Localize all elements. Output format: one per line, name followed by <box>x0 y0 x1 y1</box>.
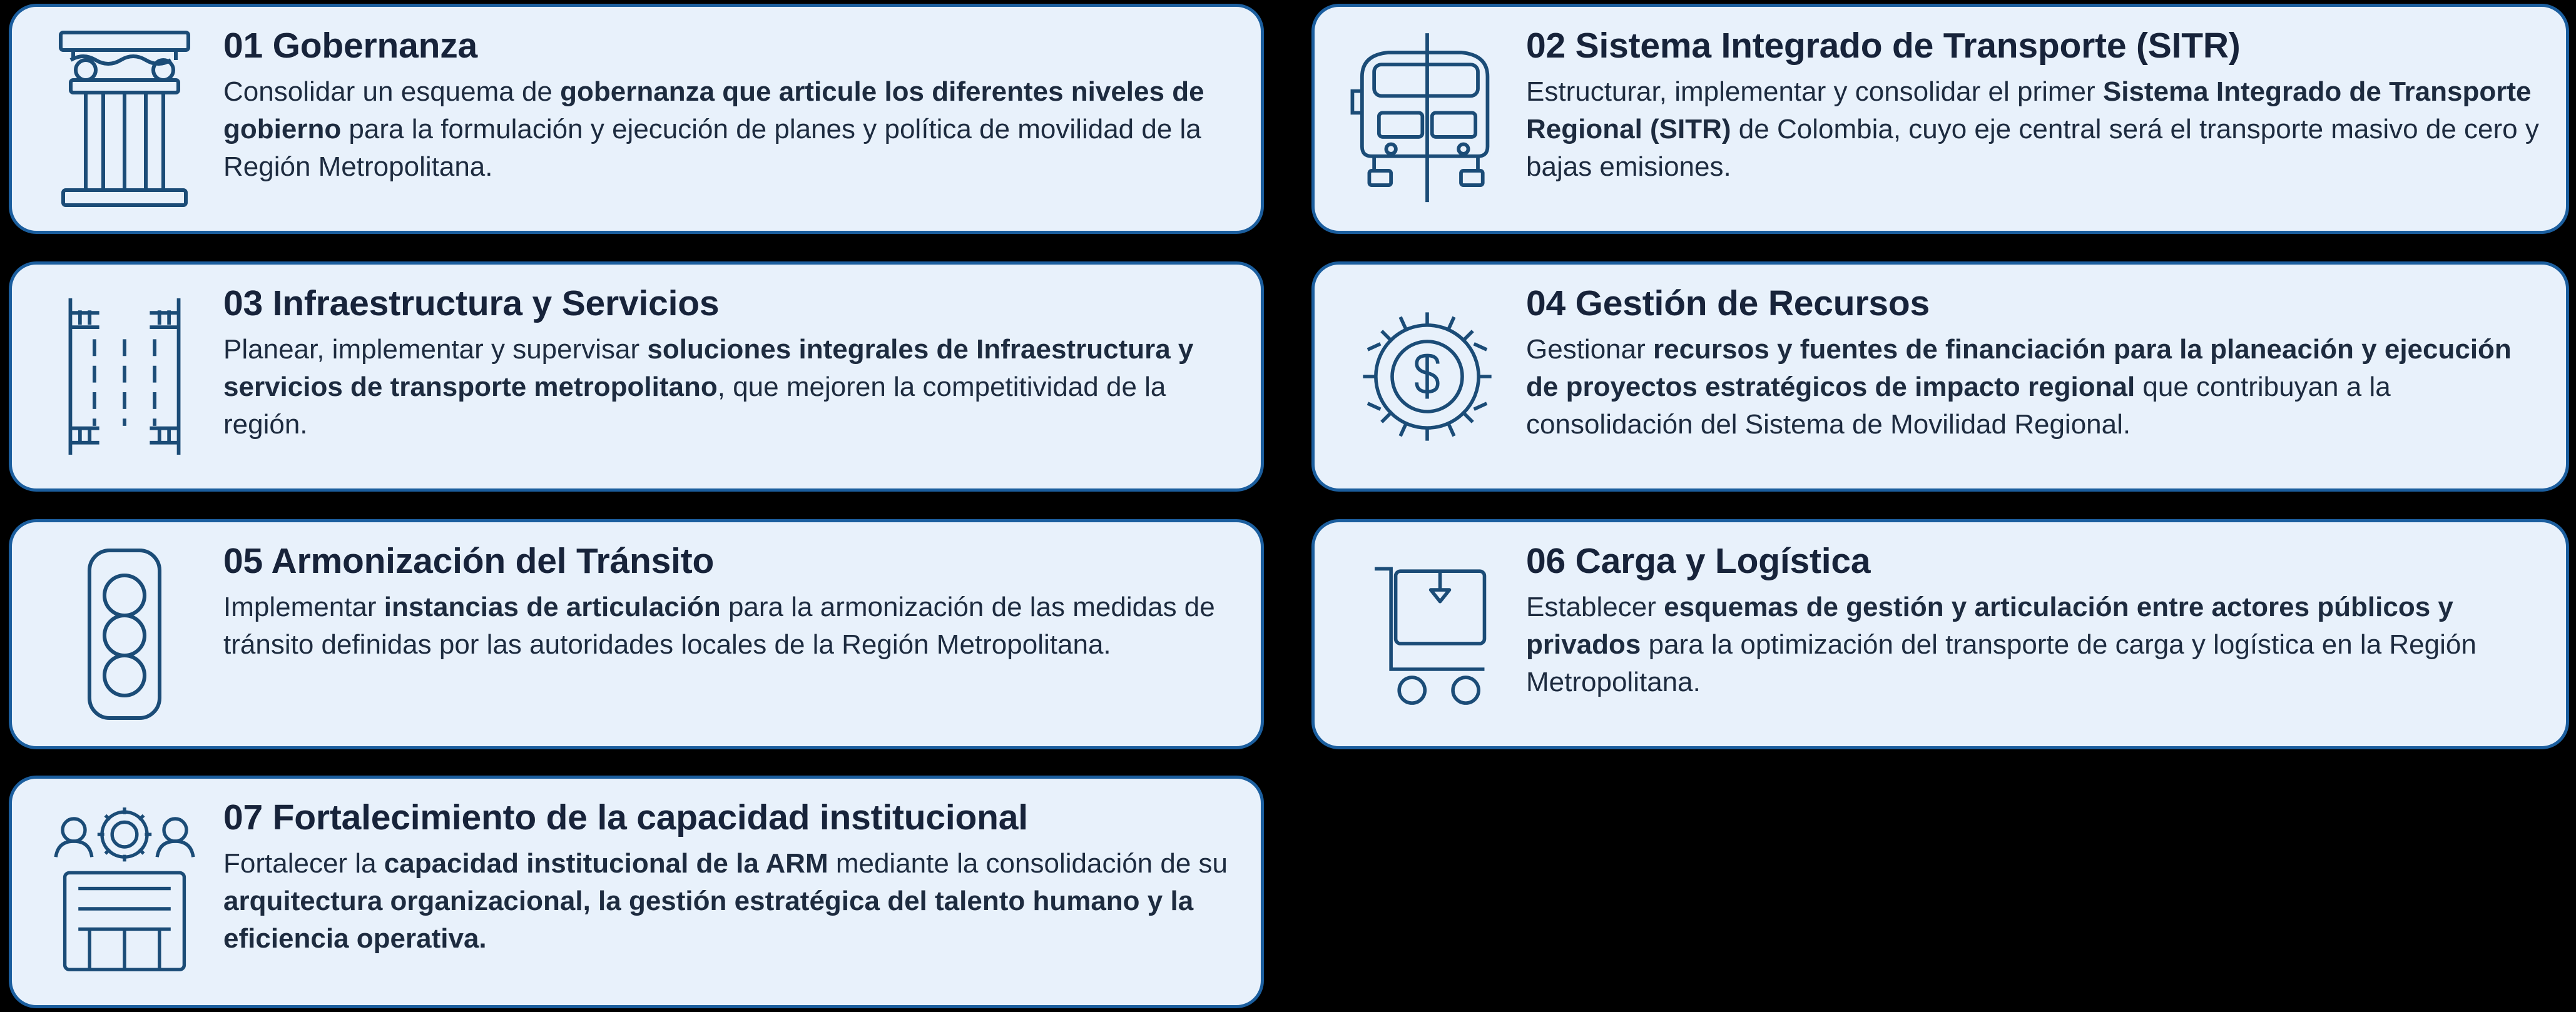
card-04-gestion-de-recursos[interactable] <box>1311 261 2569 492</box>
card-body <box>1521 281 2541 443</box>
card-title: 06 Carga y Logística <box>1526 541 1871 581</box>
card-body <box>1521 539 2541 701</box>
card-title: 02 Sistema Integrado de Transporte (SITR) <box>1526 26 2241 66</box>
card-05-armonizacion-del-transito[interactable] <box>9 519 1264 749</box>
bus-icon <box>1333 23 1521 215</box>
people-gear-building-icon <box>31 795 218 989</box>
card-title: 04 Gestión de Recursos <box>1526 283 1930 323</box>
card-description: Establecer esquemas de gestión y articulación entre actores públicos y privados para la optimización del transporte de carga y logística en la Región Metropolitana. <box>1526 592 2477 698</box>
card-title: 07 Fortalecimiento de la capacidad institucional <box>223 797 1028 837</box>
card-06-carga-y-logistica[interactable] <box>1311 519 2569 749</box>
card-title: 01 Gobernanza <box>223 26 478 66</box>
card-description: Fortalecer la capacidad institucional de la ARM mediante la consolidación de su arquitectura organizacional, la gestión estratégica del talento humano y la eficiencia operativa. <box>223 848 1228 954</box>
gear-dollar-icon <box>1333 281 1521 472</box>
card-body <box>218 281 1236 443</box>
card-title: 05 Armonización del Tránsito <box>223 541 715 581</box>
card-description: Implementar instancias de articulación para la armonización de las medidas de tránsito definidas por las autoridades locales de la Región Metropolitana. <box>223 592 1215 660</box>
card-body <box>1521 23 2541 186</box>
card-03-infraestructura-y-servicios[interactable] <box>9 261 1264 492</box>
traffic-light-icon <box>31 539 218 730</box>
card-description: Estructurar, implementar y consolidar el primer Sistema Integrado de Transporte Regional (SITR) de Colombia, cuyo eje central será el transporte masivo de cero y bajas emisiones. <box>1526 76 2539 183</box>
card-02-sistema-integrado-de-transporte[interactable] <box>1311 4 2569 234</box>
card-title: 03 Infraestructura y Servicios <box>223 283 720 323</box>
road-lanes-icon <box>31 281 218 472</box>
card-description: Gestionar recursos y fuentes de financiación para la planeación y ejecución de proyectos estratégicos de impacto regional que contribuyan a la consolidación del Sistema de Movilidad Regional. <box>1526 334 2512 440</box>
card-07-fortalecimiento-capacidad-institucional[interactable] <box>9 776 1264 1008</box>
card-description: Planear, implementar y supervisar soluciones integrales de Infraestructura y servicios de transporte metropolitano, que mejoren la competitividad de la región. <box>223 334 1194 440</box>
cargo-dolly-box-icon <box>1333 539 1521 730</box>
card-body <box>218 539 1236 664</box>
card-body <box>218 795 1236 958</box>
card-body <box>218 23 1236 186</box>
card-01-gobernanza[interactable] <box>9 4 1264 234</box>
card-description: Consolidar un esquema de gobernanza que articule los diferentes niveles de gobierno para la formulación y ejecución de planes y política de movilidad de la Región Metropolitana. <box>223 76 1204 183</box>
classical-column-icon <box>31 23 218 215</box>
